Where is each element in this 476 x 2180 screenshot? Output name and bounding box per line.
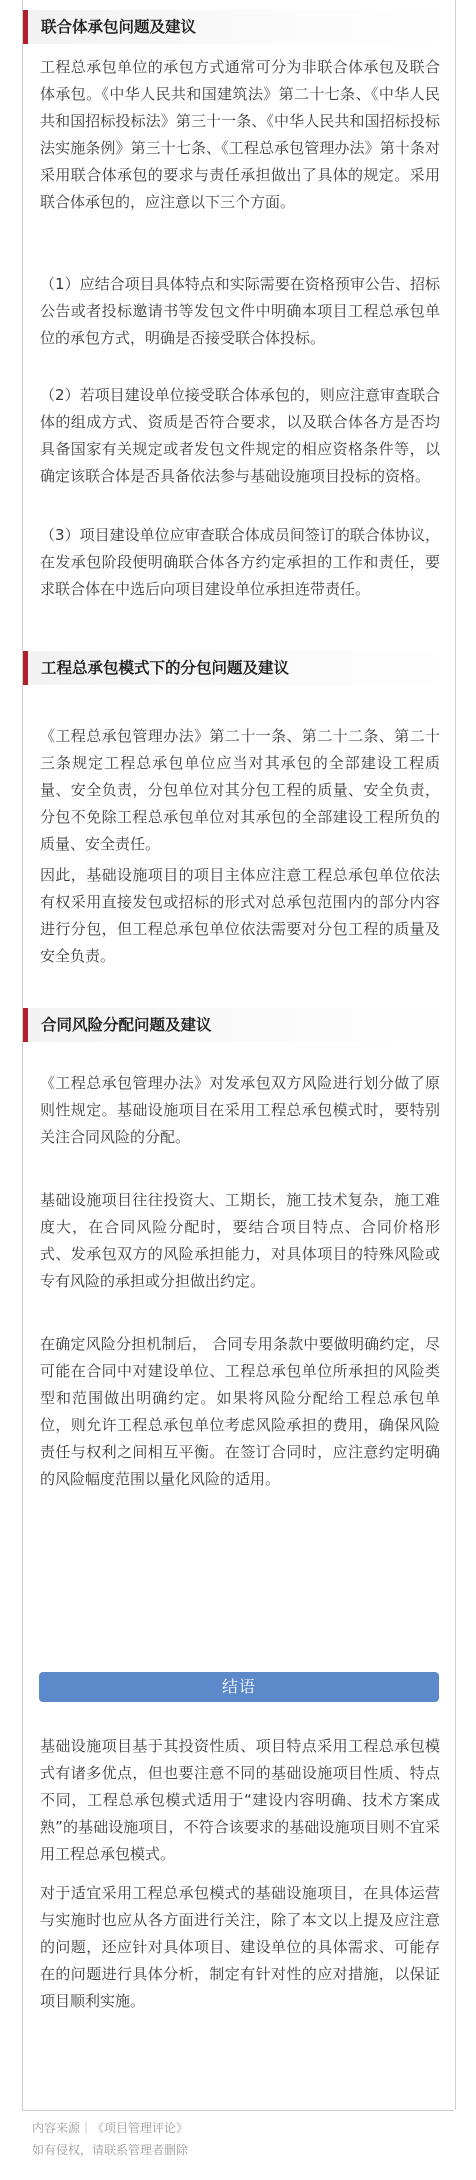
section-header-joint-venture — [23, 10, 454, 44]
section-accent-bar — [23, 10, 28, 44]
section-title: 工程总承包模式下的分包问题及建议 — [41, 659, 290, 677]
footer — [22, 2110, 454, 2161]
paragraph: 对于适宜采用工程总承包模式的基础设施项目，在具体运营与实施时也应从各方面进行关注，除了本文以上提及应注意的问题，还应针对具体项目、建设单位的具体需求、可能存在的问题进行具体分析，制定有针对性的应对措施，以保证项目顺利实施。 — [40, 1884, 440, 2010]
paragraph: 工程总承包单位的承包方式通常可分为非联合体承包及联合体承包。《中华人民共和国建筑法》第二十七条、《中华人民共和国招标投标法》第三十一条、《中华人民共和国招标投标法实施条例》第三十七条、《工程总承包管理办法》第十条对采用联合体承包的要求与责任承担做出了具体的规定。采用联合体承包的，应注意以下三个方面。 — [40, 58, 440, 211]
paragraph: 因此，基础设施项目的项目主体应注意工程总承包单位依法有权采用直接发包或招标的形式对总承包范围内的部分内容进行分包，但工程总承包单位依法需要对分包工程的质量及安全负责。 — [40, 866, 440, 965]
section-title: 联合体承包问题及建议 — [41, 18, 197, 36]
paragraph: 在确定风险分担机制后， 合同专用条款中要做明确约定，尽可能在合同中对建设单位、工程总承包单位所承担的风险类型和范围做出明确约定。如果将风险分配给工程总承包单位，则允许工程总承包单位考虑风险承担的费用，确保风险责任与权利之间相互平衡。在签订合同时，应注意约定明确的风险幅度范围以量化风险的适用。 — [40, 1335, 440, 1488]
conclusion-banner: 结语 — [39, 1672, 439, 1702]
footer-notice: 如有侵权，请联系管理者删除 — [32, 2143, 189, 2157]
section-accent-bar — [23, 1008, 28, 1042]
paragraph: （3）项目建设单位应审查联合体成员间签订的联合体协议，在发承包阶段便明确联合体各方约定承担的工作和责任，要求联合体在中选后向项目建设单位承担连带责任。 — [40, 526, 440, 598]
paragraph: 基础设施项目基于其投资性质、项目特点采用工程总承包模式有诸多优点，但也要注意不同的基础设施项目性质、特点不同，工程总承包模式适用于“建设内容明确、技术方案成熟”的基础设施项目，不符合该要求的基础设施项目则不宜采用工程总承包模式。 — [40, 1737, 440, 1863]
paragraph: （2）若项目建设单位接受联合体承包的，则应注意审查联合体的组成方式、资质是否符合要求，以及联合体各方是否均具备国家有关规定或者发包文件规定的相应资格条件等，以确定该联合体是否具备依法参与基础设施项目投标的资格。 — [40, 386, 440, 485]
footer-source: 内容来源｜《项目管理评论》 — [32, 2121, 189, 2135]
paragraph: 《工程总承包管理办法》第二十一条、第二十二条、第二十三条规定工程总承包单位应当对其承包的全部建设工程质量、安全负责，分包单位对其分包工程的质量、安全负责，分包不免除工程总承包单位对其承包的全部建设工程所负的质量、安全责任。 — [40, 727, 440, 853]
section-header-risk-allocation — [23, 1008, 454, 1042]
section-title: 合同风险分配问题及建议 — [41, 1016, 212, 1034]
section-header-subcontracting — [23, 651, 454, 685]
section-accent-bar — [23, 651, 28, 685]
paragraph: 基础设施项目往往投资大、工期长，施工技术复杂，施工难度大，在合同风险分配时，要结合项目特点、合同价格形式、发承包双方的风险承担能力，对具体项目的特殊风险或专有风险的承担或分担做出约定。 — [40, 1191, 440, 1290]
paragraph: （1）应结合项目具体特点和实际需要在资格预审公告、招标公告或者投标邀请书等发包文件中明确本项目工程总承包单位的承包方式，明确是否接受联合体投标。 — [40, 275, 440, 347]
paragraph: 《工程总承包管理办法》对发承包双方风险进行划分做了原则性规定。基础设施项目在采用工程总承包模式时，要特别关注合同风险的分配。 — [40, 1074, 440, 1146]
article-body — [22, 0, 456, 2110]
